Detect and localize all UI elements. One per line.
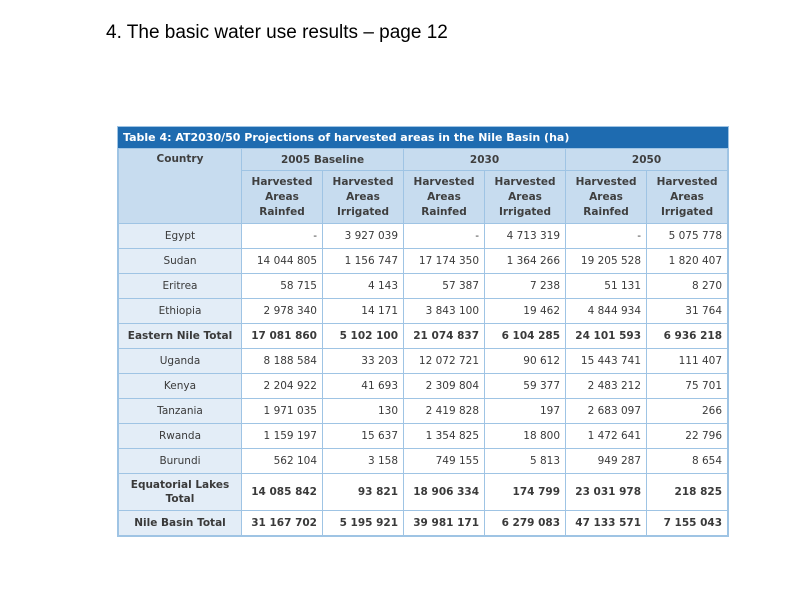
sub-header: Harvested Areas Rainfed [566,171,647,224]
value-cell: 2 419 828 [404,399,485,424]
value-cell: 1 354 825 [404,424,485,449]
table-caption: Table 4: AT2030/50 Projections of harvested areas in the Nile Basin (ha) [118,127,728,148]
table-row [119,249,728,274]
value-cell: 130 [323,399,404,424]
country-cell: Eritrea [119,274,242,299]
value-cell: 111 407 [647,349,728,374]
value-cell: 14 085 842 [242,474,323,511]
table-row [119,474,728,511]
value-cell: 5 102 100 [323,324,404,349]
value-cell: 58 715 [242,274,323,299]
value-cell: - [404,224,485,249]
value-cell: 5 813 [485,449,566,474]
country-cell: Burundi [119,449,242,474]
value-cell: 18 906 334 [404,474,485,511]
value-cell: 31 764 [647,299,728,324]
country-cell: Ethiopia [119,299,242,324]
value-cell: 6 936 218 [647,324,728,349]
value-cell: 12 072 721 [404,349,485,374]
value-cell: 15 443 741 [566,349,647,374]
value-cell: 1 159 197 [242,424,323,449]
table-row [119,424,728,449]
value-cell: 39 981 171 [404,511,485,536]
value-cell: 949 287 [566,449,647,474]
value-cell: 14 044 805 [242,249,323,274]
value-cell: 8 270 [647,274,728,299]
value-cell: 41 693 [323,374,404,399]
value-cell: 59 377 [485,374,566,399]
value-cell: 75 701 [647,374,728,399]
group-header-2050: 2050 [566,149,728,171]
group-header-2030: 2030 [404,149,566,171]
table-row [119,274,728,299]
table-row [119,449,728,474]
value-cell: 7 238 [485,274,566,299]
value-cell: 749 155 [404,449,485,474]
value-cell: 4 713 319 [485,224,566,249]
value-cell: 2 483 212 [566,374,647,399]
value-cell: 174 799 [485,474,566,511]
value-cell: 2 978 340 [242,299,323,324]
value-cell: 33 203 [323,349,404,374]
value-cell: 1 364 266 [485,249,566,274]
value-cell: 1 820 407 [647,249,728,274]
value-cell: 1 472 641 [566,424,647,449]
value-cell: 90 612 [485,349,566,374]
slide-title: 4. The basic water use results – page 12 [106,22,448,43]
value-cell: 5 075 778 [647,224,728,249]
value-cell: - [242,224,323,249]
country-cell: Tanzania [119,399,242,424]
value-cell: 2 309 804 [404,374,485,399]
value-cell: 8 188 584 [242,349,323,374]
table-row [119,511,728,536]
sub-header: Harvested Areas Rainfed [242,171,323,224]
value-cell: 1 971 035 [242,399,323,424]
value-cell: 19 462 [485,299,566,324]
harvested-areas-table [117,126,729,537]
country-cell: Kenya [119,374,242,399]
country-cell: Uganda [119,349,242,374]
value-cell: 2 204 922 [242,374,323,399]
country-cell: Egypt [119,224,242,249]
value-cell: 3 927 039 [323,224,404,249]
value-cell: - [566,224,647,249]
table-row [119,299,728,324]
value-cell: 4 143 [323,274,404,299]
value-cell: 21 074 837 [404,324,485,349]
data-table [118,148,728,536]
value-cell: 18 800 [485,424,566,449]
sub-header: Harvested Areas Irrigated [323,171,404,224]
sub-header: Harvested Areas Rainfed [404,171,485,224]
value-cell: 23 031 978 [566,474,647,511]
value-cell: 22 796 [647,424,728,449]
header-row-groups [119,149,728,171]
value-cell: 17 081 860 [242,324,323,349]
country-cell: Equatorial Lakes Total [119,474,242,511]
value-cell: 47 133 571 [566,511,647,536]
value-cell: 51 131 [566,274,647,299]
value-cell: 562 104 [242,449,323,474]
country-cell: Rwanda [119,424,242,449]
table-body [119,224,728,536]
value-cell: 31 167 702 [242,511,323,536]
country-header: Country [119,149,242,224]
table-row [119,224,728,249]
value-cell: 93 821 [323,474,404,511]
value-cell: 5 195 921 [323,511,404,536]
value-cell: 3 843 100 [404,299,485,324]
value-cell: 6 104 285 [485,324,566,349]
group-header-2005: 2005 Baseline [242,149,404,171]
table-row [119,349,728,374]
table-row [119,374,728,399]
value-cell: 7 155 043 [647,511,728,536]
value-cell: 15 637 [323,424,404,449]
country-cell: Sudan [119,249,242,274]
value-cell: 19 205 528 [566,249,647,274]
value-cell: 1 156 747 [323,249,404,274]
value-cell: 2 683 097 [566,399,647,424]
value-cell: 4 844 934 [566,299,647,324]
value-cell: 17 174 350 [404,249,485,274]
value-cell: 197 [485,399,566,424]
table-row [119,324,728,349]
value-cell: 14 171 [323,299,404,324]
value-cell: 57 387 [404,274,485,299]
value-cell: 8 654 [647,449,728,474]
value-cell: 266 [647,399,728,424]
sub-header: Harvested Areas Irrigated [647,171,728,224]
value-cell: 3 158 [323,449,404,474]
country-cell: Eastern Nile Total [119,324,242,349]
value-cell: 24 101 593 [566,324,647,349]
value-cell: 218 825 [647,474,728,511]
sub-header: Harvested Areas Irrigated [485,171,566,224]
table-row [119,399,728,424]
value-cell: 6 279 083 [485,511,566,536]
country-cell: Nile Basin Total [119,511,242,536]
